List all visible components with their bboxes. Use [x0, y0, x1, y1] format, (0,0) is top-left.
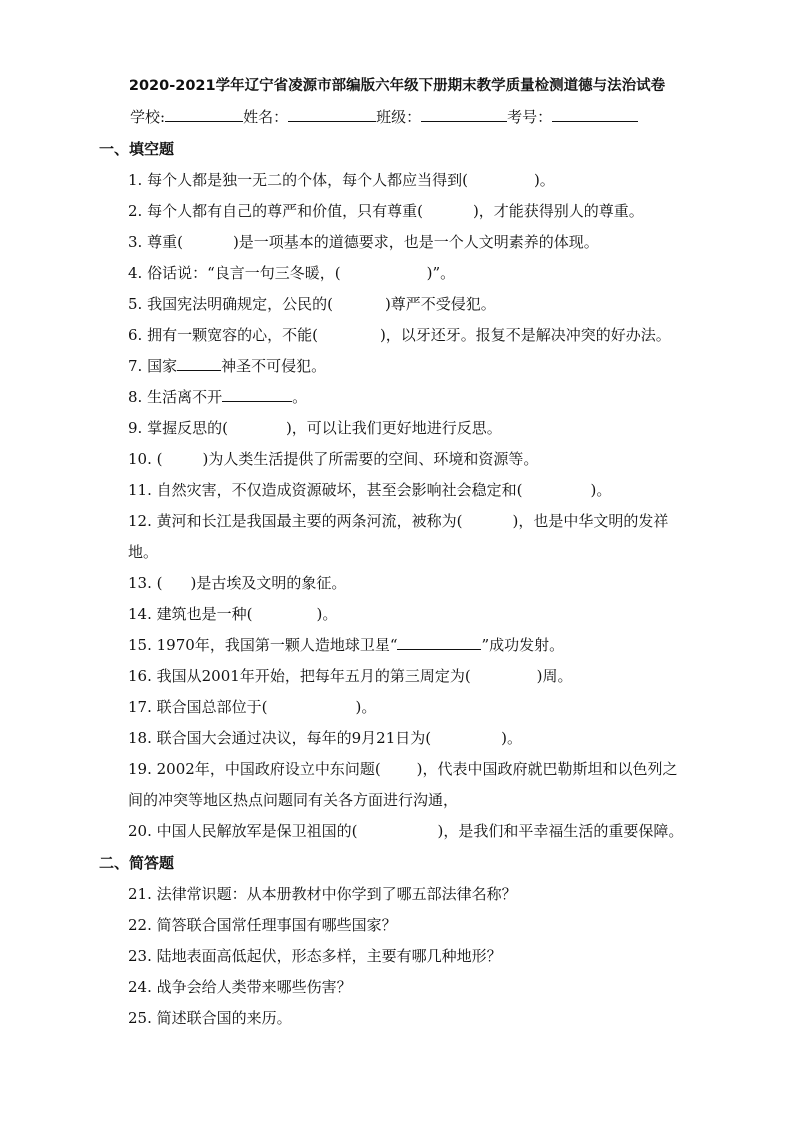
question-19 [128, 759, 678, 779]
question-6 [128, 325, 671, 345]
question-text: 简述联合国的来历。 [156, 1009, 292, 1027]
question-text: 法律常识题：从本册教材中你学到了哪五部法律名称？ [156, 885, 517, 903]
question-17 [128, 697, 376, 717]
question-22 [128, 915, 397, 935]
question-18 [128, 728, 522, 748]
question-8 [128, 387, 307, 407]
question-text: 国家 [147, 357, 178, 375]
question-number: 21. [128, 885, 152, 903]
question-text-end: )”。 [426, 264, 456, 282]
question-text: 简答联合国常任理事国有哪些国家？ [156, 916, 397, 934]
question-text: 拥有一颗宽容的心，不能( [147, 326, 318, 344]
question-text: 联合国大会通过决议，每年的9月21日为( [156, 729, 432, 747]
question-number: 14. [128, 605, 152, 623]
question-text: 联合国总部位于( [156, 698, 268, 716]
question-number: 25. [128, 1009, 152, 1027]
question-12 [128, 511, 668, 531]
question-text: 俗话说：“良言一句三冬暖，( [147, 264, 341, 282]
question-1 [128, 170, 555, 190]
question-text: ( [156, 450, 163, 468]
question-text-end: 神圣不可侵犯。 [221, 357, 327, 375]
question-number: 15. [128, 636, 152, 654]
question-text-end: )，是我们和平幸福生活的重要保障。 [437, 822, 684, 840]
question-number: 20. [128, 822, 152, 840]
question-number: 4. [128, 264, 143, 282]
question-text-wrap: 间的冲突等地区热点问题同有关各方面进行沟通， [128, 791, 459, 809]
school-label: 学校: [130, 108, 166, 126]
question-text: 尊重( [147, 233, 183, 251]
student-info-row [130, 106, 638, 127]
question-2 [128, 201, 644, 221]
question-number: 19. [128, 760, 152, 778]
question-text: 每个人都是独一无二的个体，每个人都应当得到( [147, 171, 468, 189]
question-11 [128, 480, 611, 500]
question-4 [128, 263, 455, 283]
question-text-end: ”成功发射。 [481, 636, 565, 654]
question-text-end: )周。 [536, 667, 573, 685]
question-text: 陆地表面高低起伏，形态多样，主要有哪几种地形？ [156, 947, 502, 965]
question-20 [128, 821, 683, 841]
question-19-continued [128, 790, 458, 810]
question-text-end: )，才能获得别人的尊重。 [472, 202, 644, 220]
question-13 [128, 573, 346, 593]
question-16 [128, 666, 573, 686]
question-text: 建筑也是一种( [156, 605, 253, 623]
question-text-end: )，也是中华文明的发祥 [512, 512, 669, 530]
question-24 [128, 977, 352, 997]
question-number: 12. [128, 512, 152, 530]
question-text-end: )，以牙还牙。报复不是解决冲突的好办法。 [379, 326, 671, 344]
question-number: 17. [128, 698, 152, 716]
question-text-end: )，可以让我们更好地进行反思。 [285, 419, 502, 437]
question-number: 13. [128, 574, 152, 592]
question-text: ( [156, 574, 163, 592]
number-label: 考号： [507, 108, 553, 126]
answer-blank[interactable] [222, 387, 292, 402]
question-3 [128, 232, 599, 252]
question-text-end: )。 [501, 729, 522, 747]
question-21 [128, 884, 517, 904]
question-text: 中国人民解放军是保卫祖国的( [156, 822, 358, 840]
answer-blank[interactable] [177, 356, 221, 371]
class-blank[interactable] [421, 106, 507, 122]
question-text-end: )，代表中国政府就巴勒斯坦和以色列之 [416, 760, 678, 778]
school-blank[interactable] [165, 106, 243, 122]
question-number: 10. [128, 450, 152, 468]
question-number: 3. [128, 233, 143, 251]
question-number: 5. [128, 295, 143, 313]
question-text: 我国从2001年开始，把每年五月的第三周定为( [156, 667, 471, 685]
question-text-end: )。 [316, 605, 338, 623]
question-14 [128, 604, 337, 624]
question-25 [128, 1008, 292, 1028]
question-text-end: )。 [355, 698, 377, 716]
question-text-end: 。 [292, 388, 308, 406]
question-number: 1. [128, 171, 143, 189]
question-10 [128, 449, 538, 469]
question-text: 2002年，中国政府设立中东问题( [156, 760, 381, 778]
answer-blank[interactable] [397, 635, 481, 650]
question-number: 11. [128, 481, 152, 499]
name-label: 姓名： [243, 108, 289, 126]
question-15 [128, 635, 564, 655]
section-fill-heading: 一、填空题 [99, 140, 175, 158]
question-text-wrap: 地。 [128, 543, 159, 561]
question-number: 18. [128, 729, 152, 747]
question-text: 每个人都有自己的尊严和价值，只有尊重( [147, 202, 423, 220]
question-number: 6. [128, 326, 143, 344]
question-number: 24. [128, 978, 152, 996]
question-text: 1970年，我国第一颗人造地球卫星“ [156, 636, 398, 654]
question-9 [128, 418, 502, 438]
question-number: 7. [128, 357, 143, 375]
question-number: 9. [128, 419, 143, 437]
question-text: 战争会给人类带来哪些伤害？ [156, 978, 352, 996]
exam-title: 2020-2021学年辽宁省凌源市部编版六年级下册期末教学质量检测道德与法治试卷 [128, 78, 666, 94]
question-number: 2. [128, 202, 143, 220]
question-text-end: )为人类生活提供了所需要的空间、环境和资源等。 [202, 450, 539, 468]
question-text-end: )是一项基本的道德要求，也是一个人文明素养的体现。 [232, 233, 599, 251]
question-text: 黄河和长江是我国最主要的两条河流，被称为( [156, 512, 463, 530]
question-text: 我国宪法明确规定，公民的( [147, 295, 333, 313]
question-text: 生活离不开 [147, 388, 223, 406]
question-5 [128, 294, 496, 314]
question-text: 自然灾害，不仅造成资源破坏，甚至会影响社会稳定和( [156, 481, 523, 499]
class-label: 班级： [376, 108, 422, 126]
question-number: 8. [128, 388, 143, 406]
question-text-end: )是古埃及文明的象征。 [190, 574, 347, 592]
name-blank[interactable] [288, 106, 376, 122]
question-text-end: )尊严不受侵犯。 [384, 295, 496, 313]
question-number: 22. [128, 916, 152, 934]
number-blank[interactable] [552, 106, 638, 122]
question-7 [128, 356, 326, 376]
question-text-end: )。 [590, 481, 612, 499]
question-text: 掌握反思的( [147, 419, 228, 437]
question-23 [128, 946, 502, 966]
question-text-end: )。 [533, 171, 555, 189]
question-12-continued [128, 542, 158, 562]
section-short-heading: 二、简答题 [99, 854, 175, 872]
question-number: 16. [128, 667, 152, 685]
question-number: 23. [128, 947, 152, 965]
